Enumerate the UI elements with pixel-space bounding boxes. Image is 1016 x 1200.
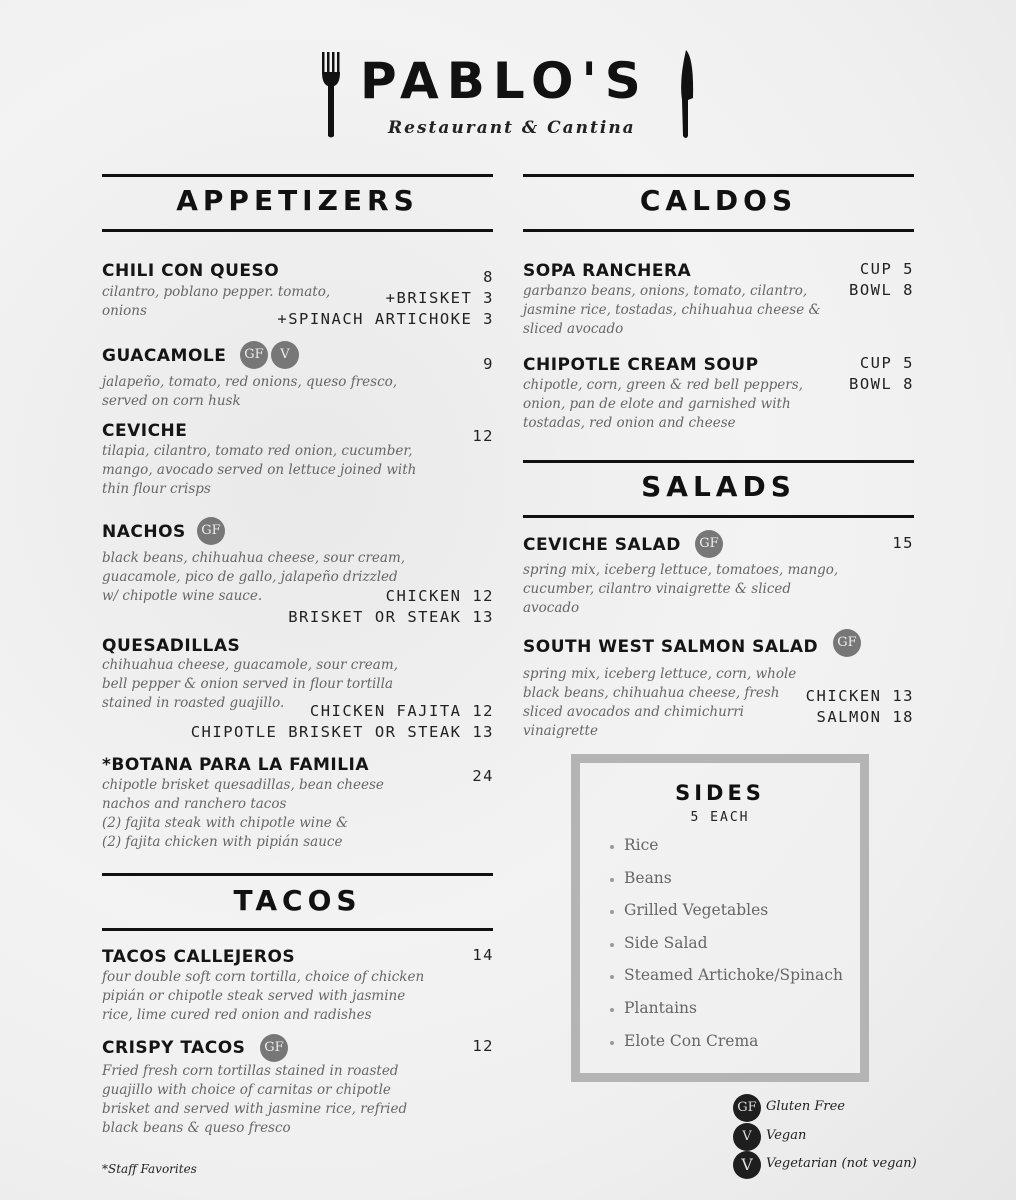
item-description: cilantro, poblano pepper. tomato, onions [102, 284, 331, 319]
item-name: CHILI CON QUESO [102, 261, 280, 281]
item-price: SALMON 18 [816, 708, 914, 726]
tacos-section-header [102, 873, 493, 933]
item-price: 15 [892, 534, 914, 552]
fork-icon [320, 52, 342, 138]
item-price: 24 [472, 767, 494, 785]
item-price: CUP 5 [859, 260, 914, 278]
sides-price: 5 EACH [690, 810, 750, 825]
side-item: • Beans [624, 862, 843, 895]
item-name: QUESADILLAS [102, 636, 241, 656]
item-price: BOWL 8 [849, 281, 914, 299]
item-price: CHICKEN 12 [385, 587, 494, 605]
item-name: TACOS CALLEJEROS [102, 947, 296, 967]
item-name: SOPA RANCHERA [523, 261, 692, 281]
item-price: BOWL 8 [849, 375, 914, 393]
gluten-free-badge: GF [833, 629, 861, 657]
item-description: tilapia, cilantro, tomato red onion, cucumber, mango, avocado served on lettuce joined with thin flour crisps [102, 443, 417, 497]
side-item: • Steamed Artichoke/Spinach [624, 959, 843, 992]
legend-label: Vegan [766, 1128, 807, 1143]
item-price: CHICKEN FAJITA 12 [309, 702, 494, 720]
item-price: BRISKET OR STEAK 13 [288, 608, 494, 626]
item-name: CHIPOTLE CREAM SOUP [523, 355, 759, 375]
item-description: spring mix, iceberg lettuce, tomatoes, mango, cucumber, cilantro vinaigrette & sliced avocado [523, 562, 839, 616]
item-description: (2) fajita steak with chipotle wine & [102, 815, 349, 831]
item-name: CEVICHE [102, 421, 188, 441]
section-title: CALDOS [639, 184, 798, 217]
item-description: black beans, chihuahua cheese, sour cream, guacamole, pico de gallo, jalapeño drizzled w/ chipotle wine sauce. [102, 550, 406, 604]
caldos-section-header [523, 174, 914, 234]
gluten-free-badge: GF [240, 341, 268, 369]
item-price: 12 [472, 1037, 494, 1055]
side-item: • Plantains [624, 992, 843, 1025]
sides-list [604, 829, 843, 1057]
item-description: Fried fresh corn tortillas stained in roasted guajillo with choice of carnitas or chipotle brisket and served with jasmine rice, refried black beans & queso fresco [102, 1063, 408, 1136]
item-description: chipotle brisket quesadillas, bean cheese nachos and ranchero tacos [102, 777, 384, 812]
knife-icon [676, 50, 696, 140]
gluten-free-badge: GF [695, 530, 723, 558]
sides-title: SIDES [675, 781, 765, 805]
item-name: CRISPY TACOS [102, 1038, 246, 1058]
item-price: 14 [472, 946, 494, 964]
vegan-icon: V [733, 1123, 761, 1151]
vegetarian-leaf-icon: V [733, 1151, 761, 1179]
vegan-badge: V [271, 341, 299, 369]
item-name: *BOTANA PARA LA FAMILIA [102, 755, 370, 775]
item-price-addon: +SPINACH ARTICHOKE 3 [277, 310, 494, 328]
item-name: SOUTH WEST SALMON SALAD [523, 637, 819, 657]
item-description: chihuahua cheese, guacamole, sour cream, bell pepper & onion served in flour tortilla stained in roasted guajillo. [102, 657, 398, 711]
sides-box [571, 754, 869, 1082]
item-description: garbanzo beans, onions, tomato, cilantro, jasmine rice, tostadas, chihuahua cheese & sliced avocado [523, 283, 821, 337]
side-item: • Grilled Vegetables [624, 894, 843, 927]
item-price-addon: +BRISKET 3 [385, 289, 494, 307]
legend-label: Vegetarian (not vegan) [766, 1156, 917, 1171]
item-price: CUP 5 [859, 354, 914, 372]
restaurant-tagline: Restaurant & Cantina [388, 118, 636, 138]
item-price: 9 [483, 355, 494, 373]
appetizers-section-header [102, 174, 493, 234]
section-title: APPETIZERS [176, 184, 419, 217]
section-title: TACOS [233, 884, 362, 917]
gluten-free-badge: GF [197, 517, 225, 545]
gluten-free-badge: GF [260, 1034, 288, 1062]
item-price: 8 [483, 268, 494, 286]
item-name: GUACAMOLE [102, 346, 227, 366]
legend-label: Gluten Free [766, 1099, 845, 1114]
gluten-free-icon: GF [733, 1094, 761, 1122]
side-item: • Rice [624, 829, 843, 862]
item-description: jalapeño, tomato, red onions, queso fresco, served on corn husk [102, 374, 398, 409]
side-item: • Side Salad [624, 927, 843, 960]
restaurant-name: PABLO'S [360, 52, 649, 110]
section-title: SALADS [641, 470, 796, 503]
item-name: CEVICHE SALAD [523, 535, 681, 555]
salads-section-header [523, 460, 914, 520]
side-item: • Elote Con Crema [624, 1025, 843, 1058]
item-description: (2) fajita chicken with pipián sauce [102, 834, 343, 850]
item-price: CHICKEN 13 [805, 687, 914, 705]
item-name: NACHOS [102, 522, 186, 542]
item-price: CHIPOTLE BRISKET OR STEAK 13 [190, 723, 494, 741]
item-description: spring mix, iceberg lettuce, corn, whole black beans, chihuahua cheese, fresh sliced avocados and chimichurri vinaigrette [523, 666, 797, 739]
footnote: *Staff Favorites [102, 1162, 197, 1176]
item-price: 12 [472, 427, 494, 445]
item-description: four double soft corn tortilla, choice of chicken pipián or chipotle steak served with jasmine rice, lime cured red onion and radishes [102, 969, 425, 1023]
item-description: chipotle, corn, green & red bell peppers, onion, pan de elote and garnished with tostadas, red onion and cheese [523, 377, 803, 431]
